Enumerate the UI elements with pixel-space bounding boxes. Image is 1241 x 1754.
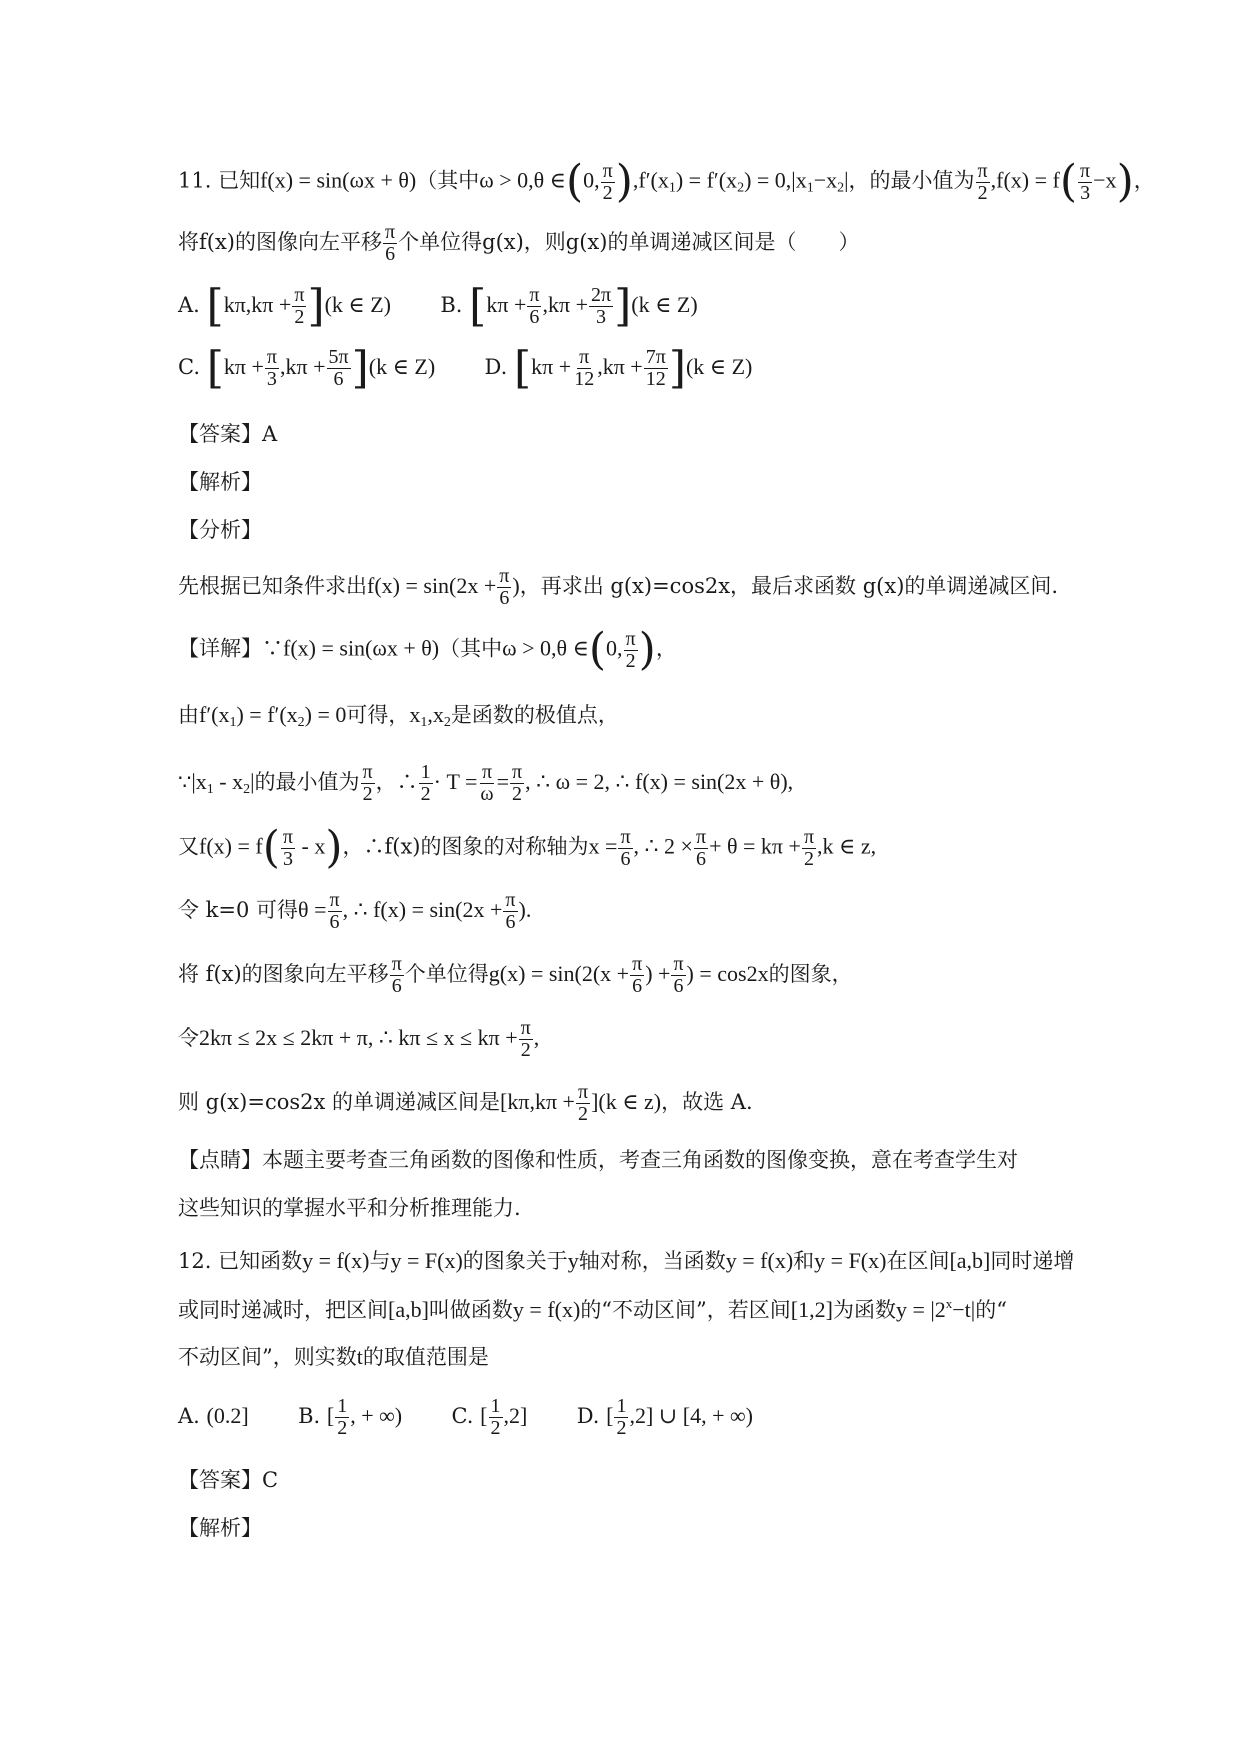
option-d-label: D.	[484, 354, 508, 379]
math-text: ) = 0	[304, 702, 347, 727]
q11-dianjing-1: 【点睛】本题主要考查三角函数的图像和性质，考查三角函数的图像变换，意在考查学生对	[178, 1148, 1018, 1172]
math-text: , ∴ f(x) = sin(2x +	[342, 897, 503, 922]
math-text: y = |2	[895, 1297, 946, 1322]
math-text: |x	[191, 769, 207, 794]
q11-step5	[178, 890, 1121, 933]
q11-cond: ω > 0,θ ∈	[479, 167, 566, 193]
solution-text: 由	[178, 703, 199, 727]
math-text: - x	[213, 769, 244, 794]
math-text: [a,b]	[388, 1297, 429, 1322]
math-text: ) = 0,|x	[744, 167, 807, 193]
right-paren: )	[638, 624, 656, 675]
frac-num: π	[266, 345, 277, 368]
math-text: ).	[518, 897, 532, 922]
q12-option-d	[576, 1395, 753, 1439]
frac-den: 2	[977, 181, 988, 204]
solution-text: 令	[178, 1026, 199, 1050]
fraction	[390, 954, 404, 997]
math-text: kπ,kπ +	[223, 291, 292, 317]
fraction	[383, 222, 397, 265]
subscript: 2	[243, 782, 251, 797]
math-text: ,kπ +	[542, 291, 588, 317]
q12-text: 的“不动区间”，若区间	[580, 1298, 791, 1322]
q12-text: 的“	[975, 1298, 1007, 1322]
math-text: [	[480, 1403, 488, 1428]
fraction	[478, 762, 495, 805]
solution-text: ，	[655, 636, 677, 661]
math-text: [a,b]	[949, 1248, 991, 1273]
q11-text: ，	[1133, 168, 1155, 193]
option-b	[440, 280, 698, 331]
fraction	[265, 347, 279, 390]
solution-text: ，∴	[375, 770, 418, 794]
q12-line3	[178, 1344, 1121, 1370]
frac-den: 2	[602, 181, 613, 204]
q12-text: 的图象关于	[462, 1249, 568, 1273]
math-text: , + ∞)	[350, 1403, 403, 1428]
analysis-text: 先根据已知条件求出	[178, 574, 367, 598]
math-text: y = f(x)	[512, 1297, 581, 1322]
q11-step8	[178, 1082, 1121, 1125]
frac-num: π	[625, 627, 636, 650]
q11-text: ，的最小值为	[848, 168, 975, 193]
q11-text: 个单位得g(x)，则g(x)的单调递减区间是（ ）	[398, 230, 860, 254]
fraction	[644, 347, 668, 390]
fraction	[419, 762, 433, 805]
frac-num: π	[977, 159, 988, 182]
right-paren: )	[1116, 156, 1134, 207]
math-text: kπ +	[223, 353, 264, 379]
q11-options-ab	[178, 280, 1121, 331]
q11-line2	[178, 222, 1121, 265]
q12-text: 或同时递减时，把区间	[178, 1298, 388, 1322]
frac-den: 2	[625, 649, 636, 672]
solution-text: ，∴f(x)的图象的对称轴为	[342, 834, 589, 859]
subscript: 1	[668, 180, 676, 196]
left-paren: (	[1059, 156, 1078, 207]
math-text: ) = f′(x	[675, 167, 738, 193]
math-text: · T =	[433, 769, 478, 794]
frac-den: 2	[616, 1417, 627, 1439]
math-text: y	[567, 1248, 579, 1273]
solution-text: 可得，	[346, 703, 410, 727]
subscript: 2	[837, 180, 845, 196]
math-text: (k ∈ Z)	[685, 353, 753, 379]
frac-den: 6	[632, 975, 643, 997]
option-a	[178, 280, 398, 331]
math-text: x =	[588, 833, 618, 859]
frac-den: 6	[696, 847, 706, 870]
solution-text: （其中	[439, 636, 503, 661]
math-text: - x	[296, 833, 326, 859]
frac-den: 2	[803, 847, 814, 870]
fraction	[361, 762, 375, 805]
frac-num: 2π	[590, 283, 612, 306]
frac-num: 5π	[328, 345, 349, 368]
left-bracket: [	[206, 342, 224, 393]
fraction	[802, 827, 816, 870]
frac-den: 6	[499, 587, 510, 609]
frac-num: π	[1080, 159, 1091, 182]
right-paren: )	[615, 156, 633, 207]
frac-num: 1	[337, 1395, 348, 1417]
fraction	[510, 762, 524, 805]
math-text: 2kπ ≤ 2x ≤ 2kπ + π, ∴ kπ ≤ x ≤ kπ +	[199, 1025, 518, 1050]
subscript: 1	[806, 180, 814, 196]
q11-text: 将f(x)的图像向左平移	[178, 230, 383, 254]
math-text: ,kπ +	[279, 353, 326, 379]
frac-den: 2	[578, 1103, 589, 1125]
q12-text: 同时递增	[990, 1249, 1075, 1273]
left-bracket: [	[514, 342, 532, 393]
frac-num: π	[620, 825, 631, 848]
math-text: y = f(x)	[725, 1248, 794, 1273]
subscript: 2	[737, 180, 745, 196]
math-text: ](k ∈ z)	[591, 1089, 662, 1114]
fraction	[601, 161, 615, 204]
math-text: [	[606, 1403, 614, 1428]
math-text: (0.2]	[206, 1403, 249, 1428]
math-text: [kπ,kπ +	[500, 1089, 575, 1114]
frac-num: 7π	[645, 345, 666, 368]
frac-den: 2	[420, 783, 431, 805]
math-text: f(x) = f	[199, 833, 263, 859]
fraction	[292, 285, 306, 328]
math-text: (k ∈ Z)	[368, 353, 436, 379]
math-text: f(x) = sin(2x +	[367, 573, 497, 598]
math-text: y = f(x)	[302, 1248, 370, 1273]
math-text: ω > 0,θ ∈	[502, 635, 589, 661]
math-text: ,	[533, 1025, 540, 1050]
math-text: y = F(x)	[814, 1248, 887, 1273]
subscript: 1	[206, 782, 214, 797]
q12-text: 与	[369, 1249, 391, 1273]
frac-num: π	[362, 761, 373, 783]
left-bracket: [	[469, 280, 487, 331]
left-paren: (	[588, 624, 607, 675]
q11-func: f(x) = sin(ωx + θ)	[260, 167, 417, 193]
interval-start: 0,	[583, 167, 600, 193]
frac-num: π	[512, 761, 523, 783]
frac-num: π	[673, 953, 684, 975]
option-a-label: A.	[178, 292, 200, 317]
math-text: ) = f′(x	[236, 702, 298, 727]
q11-line1	[178, 156, 1155, 207]
superscript: x	[945, 1296, 953, 1311]
frac-num: π	[529, 283, 540, 306]
math-text: + θ = kπ +	[709, 833, 801, 859]
frac-num: π	[577, 1081, 589, 1103]
frac-den: 6	[529, 305, 540, 328]
math-text: −x	[813, 167, 838, 193]
math-text: [1,2]	[790, 1297, 833, 1322]
math-text: f′(x	[199, 702, 230, 727]
frac-num: π	[294, 283, 305, 306]
q12-line2	[178, 1296, 1121, 1323]
option-c-label: C.	[178, 354, 200, 379]
solution-text: 令 k=0 可得	[178, 898, 299, 922]
math-text: ,k ∈ z,	[817, 833, 877, 859]
math-text: 0,	[606, 635, 623, 661]
math-text: (k ∈ Z)	[631, 291, 698, 317]
math-text: ,kπ +	[597, 353, 643, 379]
right-bracket: ]	[614, 280, 632, 331]
solution-text: 则 g(x)=cos2x 的单调递减区间是	[178, 1090, 501, 1114]
solution-text: 【详解】∵	[178, 636, 283, 661]
option-a-label: A.	[178, 1404, 200, 1428]
frac-num: π	[803, 825, 815, 848]
math-text: ) +	[645, 961, 671, 986]
fraction	[497, 566, 511, 609]
q11-analysis	[178, 566, 1121, 609]
frac-den: 2	[512, 783, 523, 805]
frac-num: π	[632, 953, 643, 975]
frac-den: 2	[294, 305, 305, 328]
q12-text: 和	[793, 1249, 815, 1273]
q12-line1	[178, 1248, 1121, 1274]
math-text: ) = cos2x	[686, 961, 769, 986]
q12-option-b	[298, 1395, 403, 1439]
math-text: |	[250, 769, 255, 794]
left-paren: (	[262, 822, 280, 873]
right-paren: )	[325, 822, 343, 873]
math-text: , ∴ 2 ×	[633, 833, 693, 859]
solution-text: 是函数的极值点，	[450, 703, 619, 727]
frac-num: π	[391, 953, 402, 975]
q12-jiexi-heading: 【解析】	[178, 1516, 262, 1540]
frac-den: 2	[520, 1039, 531, 1061]
q11-step6	[178, 954, 1121, 997]
q12-number-text: 12. 已知函数	[178, 1249, 303, 1273]
q11-step4	[178, 822, 1121, 873]
frac-num: π	[385, 221, 396, 243]
math-text: , ∴ ω = 2, ∴ f(x) = sin(2x + θ),	[525, 769, 794, 794]
option-d	[484, 342, 753, 393]
q12-option-a	[178, 1404, 249, 1428]
q12-text: 在区间	[886, 1249, 950, 1273]
math-text: ,f′(x	[632, 167, 669, 193]
math-text: −x	[1093, 167, 1117, 193]
math-text: θ =	[298, 897, 327, 922]
option-c-label: C.	[451, 1404, 474, 1428]
fraction	[527, 285, 541, 328]
math-text: g(x) = sin(2(x +	[488, 961, 630, 986]
solution-text: ∵	[178, 770, 192, 794]
math-text: x	[409, 702, 421, 727]
right-bracket: ]	[351, 342, 369, 393]
q12-text: 不动区间”，则实数	[178, 1345, 357, 1369]
right-bracket: ]	[668, 342, 686, 393]
math-text: ,x	[427, 702, 444, 727]
option-c	[178, 342, 442, 393]
q11-step3	[178, 762, 1121, 805]
fraction	[335, 1396, 349, 1439]
fraction	[519, 1018, 533, 1061]
frac-den: 6	[391, 975, 402, 997]
left-paren: (	[565, 156, 584, 207]
q12-text: 轴对称，当函数	[578, 1249, 726, 1273]
subscript: 2	[297, 715, 305, 730]
analysis-text: ，再求出 g(x)=cos2x，最后求函数 g(x)的单调递减区间.	[519, 574, 1059, 598]
option-b-label: B.	[298, 1404, 321, 1428]
fraction	[281, 827, 295, 870]
frac-num: 1	[616, 1395, 627, 1417]
math-text: =	[496, 769, 509, 794]
q12-text: 为函数	[832, 1298, 896, 1322]
math-text: ,f(x) = f	[990, 167, 1060, 193]
subscript: 1	[420, 715, 428, 730]
math-text: ,2]	[503, 1403, 528, 1428]
q12-text: 的取值范围是	[362, 1345, 489, 1369]
fraction	[614, 1396, 628, 1439]
fraction	[589, 285, 613, 328]
frac-num: π	[499, 565, 510, 587]
math-text: y = F(x)	[390, 1248, 463, 1273]
math-text: kπ +	[531, 353, 572, 379]
frac-den: 2	[337, 1417, 348, 1439]
frac-den: 12	[645, 367, 666, 390]
q11-xiangjie	[178, 624, 1121, 675]
fraction	[671, 954, 685, 997]
fraction	[618, 827, 632, 870]
frac-den: 2	[362, 783, 373, 805]
frac-num: π	[481, 761, 493, 783]
frac-num: π	[505, 889, 516, 911]
frac-den: 6	[385, 243, 396, 265]
frac-den: 2	[490, 1417, 501, 1439]
frac-den: 6	[505, 911, 516, 933]
fraction	[694, 827, 708, 870]
solution-text: 的最小值为	[254, 770, 360, 794]
math-text: −t|	[952, 1297, 976, 1322]
fraction	[572, 347, 596, 390]
q11-dianjing-2: 这些知识的掌握水平和分析推理能力.	[178, 1196, 521, 1220]
math-text: t	[356, 1344, 363, 1369]
subscript: 2	[443, 715, 451, 730]
q11-options-cd	[178, 342, 1121, 393]
solution-text: 将 f(x)的图象向左平移	[178, 962, 389, 986]
q12-answer: 【答案】C	[178, 1468, 279, 1492]
q11-fenxi-heading: 【分析】	[178, 518, 262, 542]
frac-den: ω	[480, 783, 494, 805]
math-text: [	[326, 1403, 335, 1428]
frac-den: 3	[282, 847, 293, 870]
left-bracket: [	[206, 280, 224, 331]
q11-answer: 【答案】A	[178, 422, 278, 446]
frac-num: π	[520, 1017, 531, 1039]
frac-num: π	[329, 889, 340, 911]
subscript: 1	[229, 715, 237, 730]
fraction	[976, 161, 990, 204]
frac-num: π	[579, 345, 590, 368]
frac-den: 6	[620, 847, 631, 870]
frac-den: 3	[596, 305, 607, 328]
frac-num: π	[282, 825, 293, 848]
solution-text: 又	[178, 834, 199, 859]
q11-step2	[178, 702, 1121, 732]
right-bracket: ]	[307, 280, 325, 331]
fraction	[624, 629, 638, 672]
fraction	[503, 890, 517, 933]
math-text: )	[512, 573, 520, 598]
solution-text: ，故选 A.	[661, 1090, 753, 1114]
frac-num: 1	[490, 1395, 501, 1417]
fraction	[630, 954, 644, 997]
math-text: f(x) = sin(ωx + θ)	[283, 635, 440, 661]
fraction	[576, 1082, 590, 1125]
math-text: |	[844, 167, 849, 193]
frac-num: π	[695, 825, 707, 848]
q12-text: 叫做函数	[428, 1298, 513, 1322]
fraction	[327, 347, 351, 390]
frac-den: 3	[1080, 181, 1091, 204]
frac-den: 3	[266, 367, 277, 390]
q12-options	[178, 1396, 1121, 1439]
option-d-label: D.	[576, 1404, 600, 1428]
math-text: kπ +	[486, 291, 527, 317]
q11-number-text: 11. 已知	[178, 168, 261, 193]
q12-option-c	[451, 1395, 528, 1439]
frac-num: π	[602, 159, 613, 182]
frac-den: 6	[673, 975, 684, 997]
q11-jiexi-heading: 【解析】	[178, 470, 262, 494]
math-text: ,2] ∪ [4, + ∞)	[629, 1403, 753, 1428]
solution-text: 个单位得	[404, 962, 489, 986]
frac-num: 1	[420, 761, 431, 783]
solution-text: 的图象，	[768, 962, 853, 986]
frac-den: 12	[574, 367, 595, 390]
fraction	[489, 1396, 503, 1439]
fraction	[328, 890, 342, 933]
option-b-label: B.	[440, 292, 463, 317]
q11-step7	[178, 1018, 1121, 1061]
q11-text: （其中	[416, 168, 480, 193]
math-text: (k ∈ Z)	[324, 291, 391, 317]
frac-den: 6	[329, 911, 340, 933]
frac-den: 6	[333, 367, 344, 390]
fraction	[1078, 161, 1092, 204]
